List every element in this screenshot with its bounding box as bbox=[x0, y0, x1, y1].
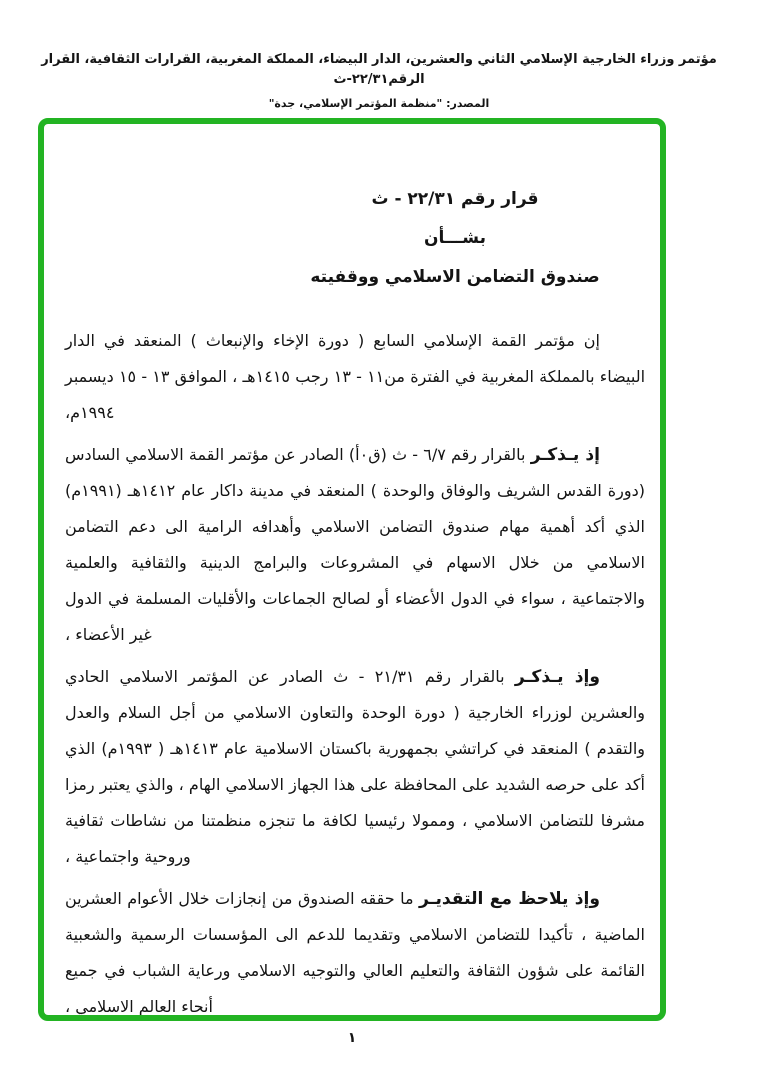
header-citation: مؤتمر وزراء الخارجية الإسلامي الثاني والعشرين، الدار البيضاء، المملكة المغربية، القرارات الثقافية، القرار الرقم٢٢/٣١-ث bbox=[41, 52, 717, 87]
resolution-frame bbox=[38, 118, 666, 1021]
resolution-title-block bbox=[65, 180, 645, 297]
page-number: ١ bbox=[347, 1030, 357, 1046]
resolution-body bbox=[65, 323, 645, 1021]
resolution-subject-line: صندوق التضامن الاسلامي ووقفيته bbox=[310, 267, 600, 287]
document-header bbox=[0, 50, 758, 113]
resolution-paragraph bbox=[65, 881, 645, 1021]
paragraph-lead: وإذ يلاحظ مع التقديـر bbox=[419, 889, 600, 909]
header-source: المصدر: "منظمة المؤتمر الإسلامي، جدة" bbox=[268, 97, 490, 110]
paragraph-text: إن مؤتمر القمة الإسلامي السابع ( دورة الإخاء والإنبعاث ) المنعقد في الدار البيضاء بالمملكة المغربية في الفترة من١١ - ١٣ رجب ١٤١٥هـ ، الموافق ١٣ - ١٥ ديسمبر ١٩٩٤م، bbox=[65, 331, 646, 422]
resolution-paragraph bbox=[65, 323, 645, 431]
paragraph-text: بالقرار رقم ٢١/٣١ - ث الصادر عن المؤتمر الاسلامي الحادي والعشرين لوزراء الخارجية ( دورة الوحدة والتعاون الاسلامي من أجل السلام والعدل والتقدم ) المنعقد في كراتشي بجمهورية باكستان الاسلامية عام ١٤١٣هـ ( ١٩٩٣م) الذي أكد على حرصه الشديد على المحافظة على هذا الجهاز الاسلامي الهام ، والذي يعتبر رمزا مشرفا للتضامن الاسلامي ، وممولا رئيسيا لكافة ما تنجزه منظمتنا من نشاطات ثقافية وروحية واجتماعية ، bbox=[65, 667, 645, 866]
paragraph-text: بالقرار رقم ٦/٧ - ث (ق٠أ) الصادر عن مؤتمر القمة الاسلامي السادس (دورة القدس الشريف والوفاق والوحدة ) المنعقد في مدينة داكار عام ١٤١٢هـ (١٩٩١م) الذي أكد أهمية مهام صندوق التضامن الاسلامي وأهدافه الرامية الى دعم التضامن الاسلامي من خلال الاسهام في المشروعات والبرامج الدينية والثقافية والعلمية والاجتماعية ، سواء في الدول الأعضاء أو لصالح الجماعات والأقليات المسلمة في الدول غير الأعضاء ، bbox=[65, 445, 645, 644]
resolution-paragraph bbox=[65, 659, 645, 875]
paragraph-lead: إذ يـذكـر bbox=[530, 445, 600, 465]
paragraph-lead: وإذ يـذكـر bbox=[514, 667, 600, 687]
resolution-number-line: قرار رقم ٢٢/٣١ - ث bbox=[371, 189, 539, 209]
resolution-paragraph bbox=[65, 437, 645, 653]
resolution-regarding-line: بشـــأن bbox=[423, 228, 486, 248]
paragraph-text: ما حققه الصندوق من إنجازات خلال الأعوام العشرين الماضية ، تأكيدا للتضامن الاسلامي وتقديما للدعم الى المؤسسات الرسمية والشعبية القائمة على شؤون الثقافة والتعليم العالي والتوجيه الاسلامي ورعاية الشباب في جميع أنحاء العالم الاسلامي ، bbox=[65, 889, 645, 1016]
